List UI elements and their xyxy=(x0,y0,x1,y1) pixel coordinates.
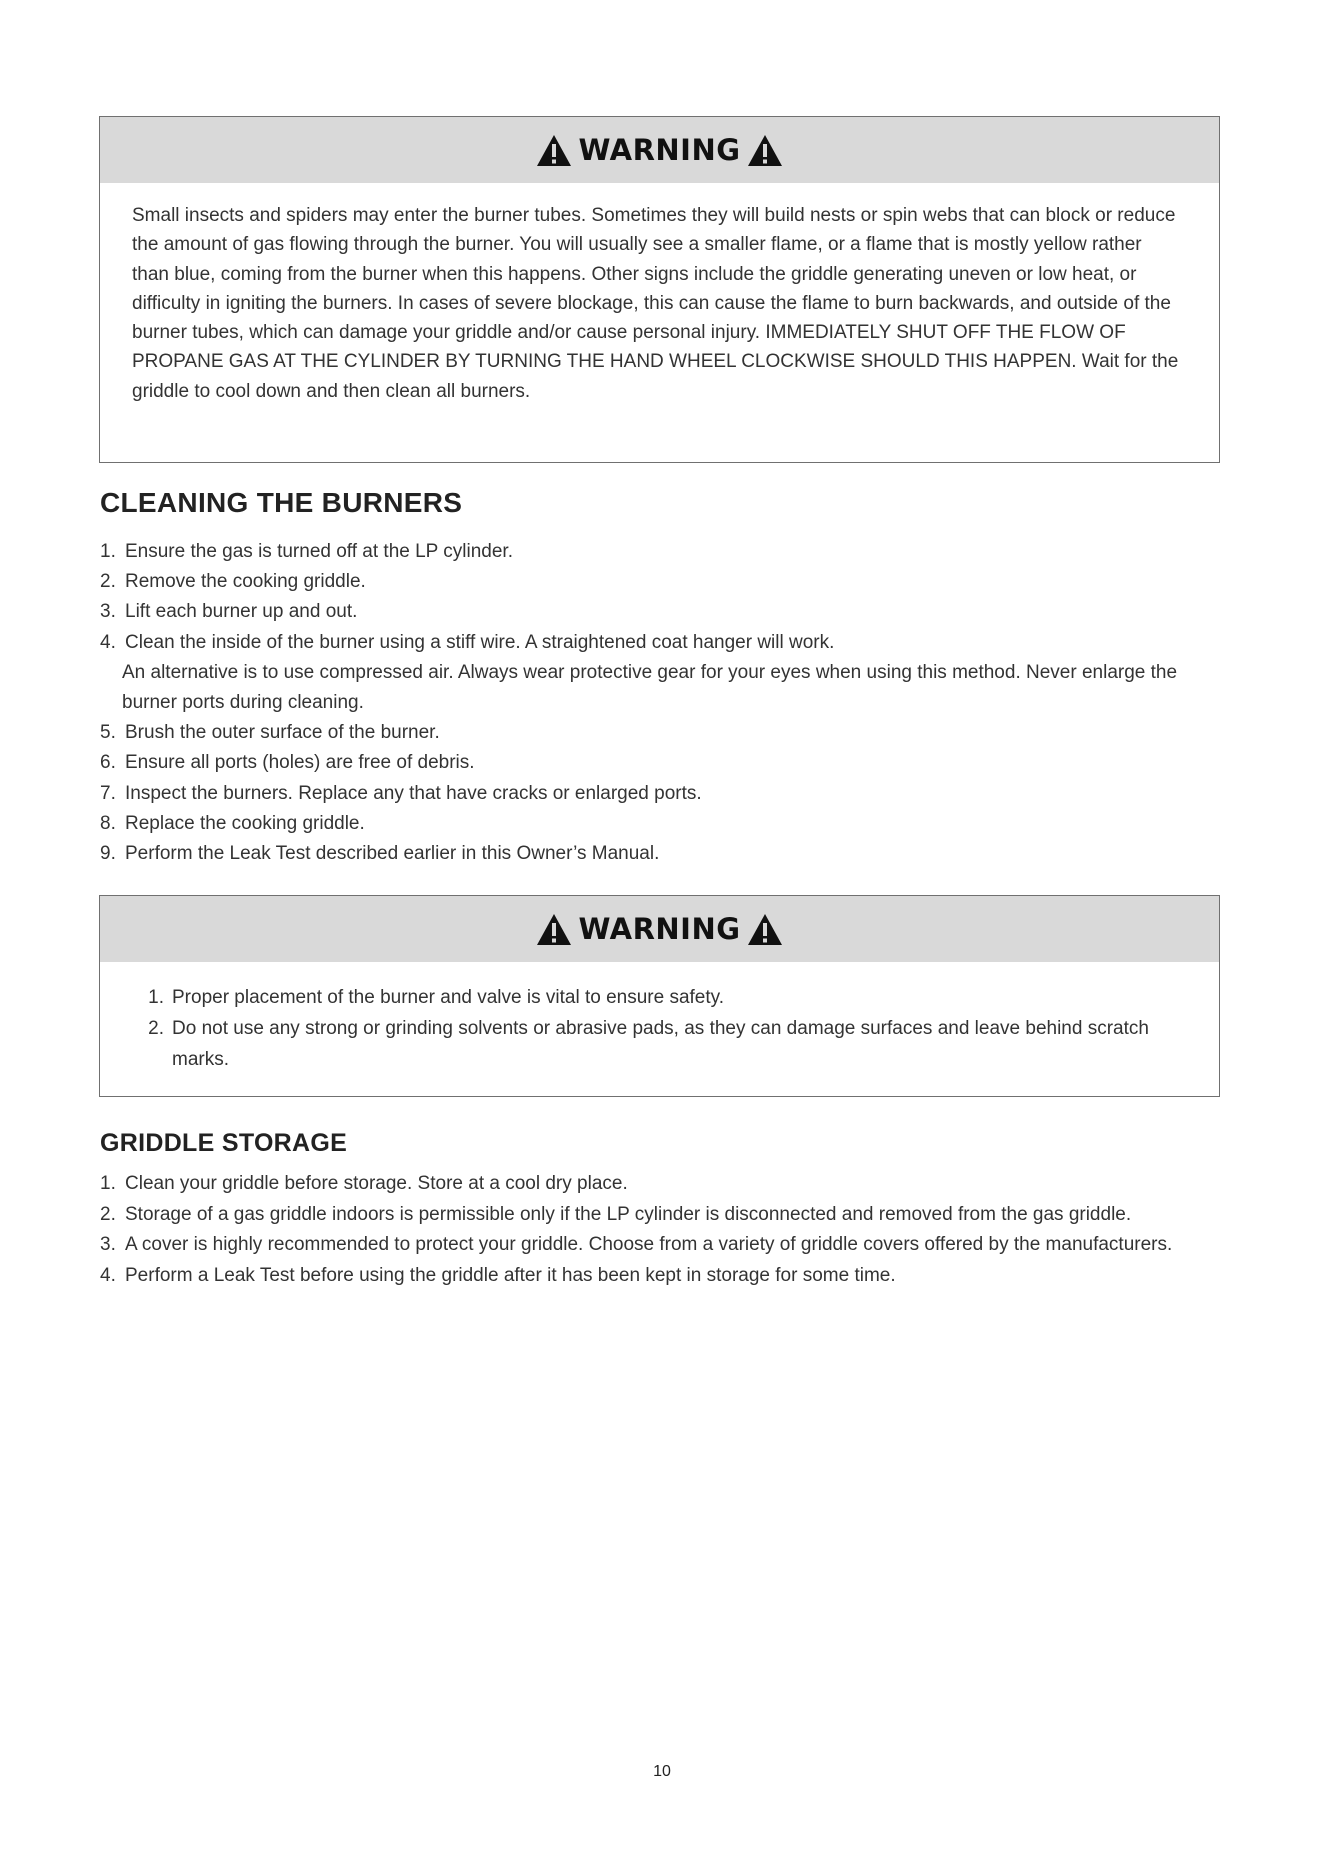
warning-title: WARNING xyxy=(578,133,741,167)
list-item xyxy=(100,1200,1220,1231)
step-number: 1. xyxy=(100,1173,116,1194)
step-text: Ensure the gas is turned off at the LP cylinder. xyxy=(125,541,513,562)
list-item-continuation xyxy=(100,658,1220,718)
list-item xyxy=(100,779,1220,809)
warning-triangle-icon xyxy=(747,134,783,167)
list-item xyxy=(100,537,1220,567)
warning-box-insects xyxy=(99,116,1220,463)
list-item xyxy=(140,1013,1179,1075)
list-item xyxy=(100,839,1220,869)
section-title-cleaning: CLEANING THE BURNERS xyxy=(100,487,463,518)
step-number: 1. xyxy=(100,541,116,562)
storage-steps-list xyxy=(100,1169,1220,1291)
list-item xyxy=(100,597,1220,627)
step-number: 5. xyxy=(100,722,116,744)
warning-triangle-icon xyxy=(747,913,783,946)
step-number: 6. xyxy=(100,752,116,774)
step-text: A cover is highly recommended to protect your griddle. Choose from a variety of griddle covers offered by the manufacturers. xyxy=(125,1234,1173,1255)
cleaning-steps-list xyxy=(100,537,1220,869)
item-text: Proper placement of the burner and valve is vital to ensure safety. xyxy=(172,987,725,1008)
step-text: Inspect the burners. Replace any that have cracks or enlarged ports. xyxy=(125,782,702,804)
step-text: Brush the outer surface of the burner. xyxy=(125,722,440,744)
step-number: 2. xyxy=(100,1203,116,1225)
step-number: 7. xyxy=(100,782,116,804)
item-text: Do not use any strong or grinding solvents or abrasive pads, as they can damage surfaces and leave behind scratch marks. xyxy=(172,1018,1149,1070)
list-item xyxy=(100,809,1220,839)
step-text: Perform the Leak Test described earlier in this Owner’s Manual. xyxy=(125,843,660,865)
warning-box-safety xyxy=(99,895,1220,1097)
step-number: 3. xyxy=(100,1234,116,1255)
step-text: Perform a Leak Test before using the griddle after it has been kept in storage for some time. xyxy=(125,1264,896,1286)
item-number: 2. xyxy=(148,1018,164,1039)
item-number: 1. xyxy=(148,987,164,1008)
warning-triangle-icon xyxy=(536,913,572,946)
step-text: Lift each burner up and out. xyxy=(125,601,358,623)
warning-list xyxy=(100,962,1219,1075)
step-text: Replace the cooking griddle. xyxy=(125,812,365,834)
step-number: 4. xyxy=(100,1264,116,1286)
step-text: Clean your griddle before storage. Store at a cool dry place. xyxy=(125,1173,628,1194)
step-number: 3. xyxy=(100,601,116,623)
step-number: 2. xyxy=(100,571,116,593)
step-text: Clean the inside of the burner using a stiff wire. A straightened coat hanger will work. xyxy=(125,631,835,653)
step-number: 4. xyxy=(100,631,116,653)
step-text: Remove the cooking griddle. xyxy=(125,571,366,593)
warning-title: WARNING xyxy=(578,912,741,946)
section-title-storage: GRIDDLE STORAGE xyxy=(100,1129,348,1157)
step-text: Ensure all ports (holes) are free of debris. xyxy=(125,752,475,774)
step-number: 8. xyxy=(100,812,116,834)
step-number: 9. xyxy=(100,843,116,865)
list-item xyxy=(140,982,1179,1013)
step-subtext: An alternative is to use compressed air. Always wear protective gear for your eyes when using this method. Never enlarge the burner ports during cleaning. xyxy=(122,661,1178,714)
page-number: 10 xyxy=(653,1763,671,1780)
warning-triangle-icon xyxy=(536,134,572,167)
list-item xyxy=(100,748,1220,778)
warning-body-text: Small insects and spiders may enter the burner tubes. Sometimes they will build nests or spin webs that can block or reduce the amount of gas flowing through the burner. You will usually see a smaller flame, or a flame that is mostly yellow rather than blue, coming from the burner when this happens. Other signs include the griddle generating uneven or low heat, or difficulty in igniting the burners. In cases of severe blockage, this can cause the flame to burn backwards, and outside of the burner tubes, which can damage your griddle and/or cause personal injury. IMMEDIATELY SHUT OFF THE FLOW OF PROPANE GAS AT THE CYLINDER BY TURNING THE HAND WHEEL CLOCKWISE SHOULD THIS HAPPEN. Wait for the griddle to cool down and then clean all burners. xyxy=(132,205,1179,402)
warning-header xyxy=(100,117,1219,183)
step-text: Storage of a gas griddle indoors is permissible only if the LP cylinder is disconnected and removed from the gas griddle. xyxy=(125,1203,1132,1225)
list-item xyxy=(100,567,1220,597)
warning-header xyxy=(100,896,1219,962)
list-item xyxy=(100,1230,1220,1261)
list-item xyxy=(100,1261,1220,1292)
list-item xyxy=(100,1169,1220,1200)
list-item xyxy=(100,718,1220,748)
list-item xyxy=(100,628,1220,658)
